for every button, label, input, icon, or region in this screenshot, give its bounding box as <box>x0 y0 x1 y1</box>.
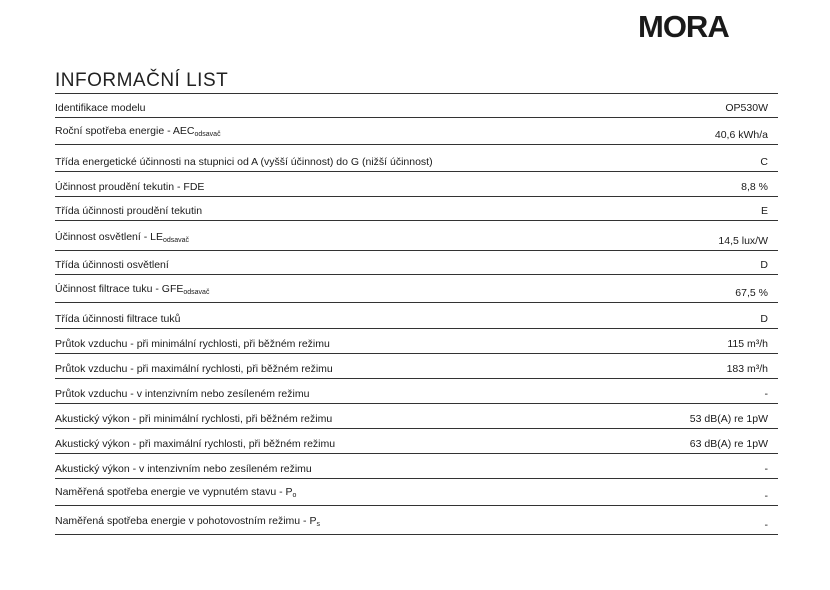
row-value: 53 dB(A) re 1pW <box>689 413 768 425</box>
row-value: E <box>760 205 768 217</box>
table-row <box>55 177 778 197</box>
table-row <box>55 334 778 354</box>
row-value: 14,5 lux/W <box>718 235 768 247</box>
row-label: Třída účinnosti osvětlení <box>55 259 169 271</box>
table-row <box>55 507 778 535</box>
table-row <box>55 100 778 118</box>
row-label: Roční spotřeba energie - $AEC_{odsavač}$ <box>55 125 221 138</box>
table-row <box>55 123 778 145</box>
table-row <box>55 384 778 404</box>
table-row <box>55 309 778 329</box>
row-label: Akustický výkon - při maximální rychlosti, při běžném režimu <box>55 438 336 450</box>
row-value: - <box>764 490 768 502</box>
row-label: Třída energetické účinnosti na stupnici od A (vyšší účinnost) do G (nižší účinnost) <box>55 156 433 168</box>
row-value: - <box>764 388 768 400</box>
row-value: D <box>760 259 768 271</box>
row-label: Průtok vzduchu - při minimální rychlosti, při běžném režimu <box>55 338 330 350</box>
row-value: - <box>764 519 768 531</box>
table-row <box>55 281 778 303</box>
row-value: 183 m³/h <box>726 363 768 375</box>
table-row <box>55 256 778 275</box>
row-value: OP530W <box>725 102 768 114</box>
row-label: Průtok vzduchu - v intenzivním nebo zesíleném režimu <box>55 388 310 400</box>
row-value: C <box>760 156 768 168</box>
row-value: 115 m³/h <box>727 338 768 350</box>
row-label-subscript: o <box>292 492 297 499</box>
mora-logo-icon <box>638 8 750 42</box>
table-row <box>55 459 778 479</box>
brand-logo <box>638 8 750 42</box>
table-row <box>55 359 778 379</box>
table-row <box>55 203 778 221</box>
row-label: Třída účinnosti proudění tekutin <box>55 205 203 217</box>
row-label: Naměřená spotřeba energie v pohotovostním režimu - $P_s$ <box>55 515 320 528</box>
row-label: Účinnost proudění tekutin - FDE <box>55 181 205 193</box>
row-label: Akustický výkon - v intenzivním nebo zesíleném režimu <box>55 463 312 475</box>
row-label-subscript: odsavač <box>183 289 210 296</box>
page-title: INFORMAČNÍ LIST <box>55 70 229 91</box>
row-label: Naměřená spotřeba energie ve vypnutém stavu - $P_o$ <box>55 486 297 499</box>
row-label: Akustický výkon - při minimální rychlosti, při běžném režimu <box>55 413 333 425</box>
row-label-subscript: odsavač <box>194 131 221 138</box>
row-value: 40,6 kWh/a <box>714 129 768 141</box>
row-value: D <box>760 313 768 325</box>
row-value: 63 dB(A) re 1pW <box>689 438 768 450</box>
table-row <box>55 409 778 429</box>
table-row <box>55 227 778 251</box>
row-value: 8,8 % <box>741 181 768 193</box>
svg-text:MORA: MORA <box>638 9 729 42</box>
table-row <box>55 434 778 454</box>
row-label: Účinnost filtrace tuku - $GFE_{odsavač}$ <box>55 283 210 296</box>
row-label: Účinnost osvětlení - $LE_{odsavač}$ <box>55 231 190 244</box>
row-label-subscript: odsavač <box>162 237 190 244</box>
row-value: - <box>764 463 768 475</box>
row-label-subscript: s <box>316 521 320 528</box>
row-label: Průtok vzduchu - při maximální rychlosti, při běžném režimu <box>55 363 333 375</box>
table-row <box>55 482 778 506</box>
row-value: 67,5 % <box>735 287 768 299</box>
row-label: Identifikace modelu <box>55 102 146 114</box>
row-label: Třída účinnosti filtrace tuků <box>55 313 181 325</box>
title-divider <box>55 93 778 94</box>
table-row <box>55 152 778 172</box>
